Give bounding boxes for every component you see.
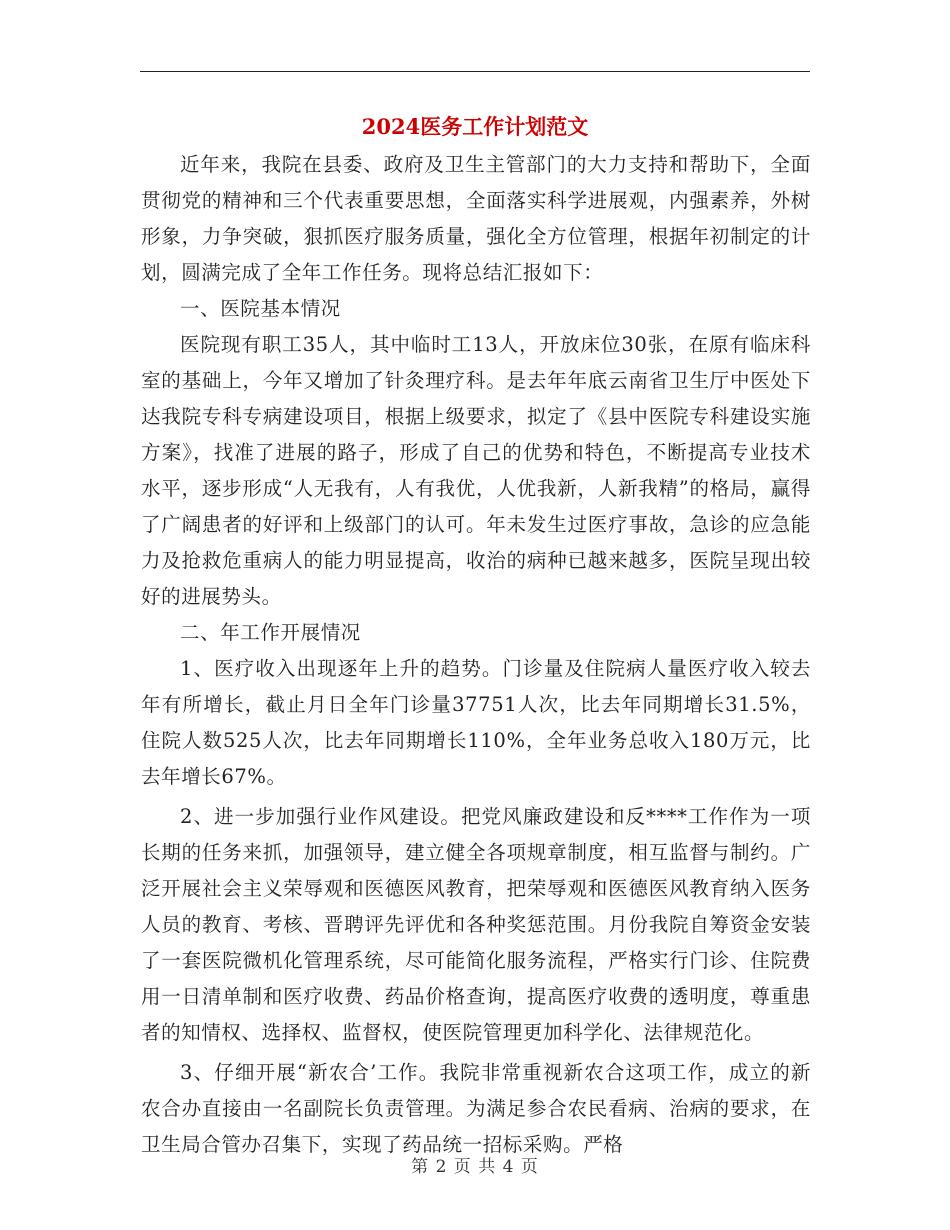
item-3-paragraph: 3、仔细开展“新农合’工作。我院非常重视新农合这项工作，成立的新农合办直接由一名副院长负责管理。为满足参合农民看病、治病的要求，在卫生局合管办召集下，实现了药品统一招标采购。严格 bbox=[141, 1061, 811, 1156]
item-1-paragraph: 1、医疗收入出现逐年上升的趋势。门诊量及住院病人量医疗收入较去年有所增长，截止月日全年门诊量37751人次，比去年同期增长31.5%，住院人数525人次，比去年同期增长110%，全年业务总收入180万元，比去年增长67%。 bbox=[141, 657, 811, 788]
item-2-paragraph: 2、进一步加强行业作风建设。把党风廉政建设和反****工作作为一项长期的任务来抓，加强领导，建立健全各项规章制度，相互监督与制约。广泛开展社会主义荣辱观和医德医风教育，把荣辱观和医德医风教育纳入医务人员的教育、考核、晋聘评先评优和各种奖惩范围。月份我院自筹资金安装了一套医院微机化管理系统，尽可能简化服务流程，严格实行门诊、住院费用一日清单制和医疗收费、药品价格查询，提高医疗收费的透明度，尊重患者的知情权、选择权、监督权，使医院管理更加科学化、法律规范化。 bbox=[141, 805, 811, 1044]
intro-paragraph: 近年来，我院在县委、政府及卫生主管部门的大力支持和帮助下，全面贯彻党的精神和三个代表重要思想，全面落实科学进展观，内强素养，外树形象，力争突破，狠抓医疗服务质量，强化全方位管理，根据年初制定的计划，圆满完成了全年工作任务。现将总结汇报如下： bbox=[141, 153, 811, 284]
document-body bbox=[141, 147, 811, 1163]
basic-info-paragraph: 医院现有职工35人，其中临时工13人，开放床位30张，在原有临床科室的基础上，今年又增加了针灸理疗科。是去年年底云南省卫生厅中医处下达我院专科专病建设项目，根据上级要求，拟定了《县中医院专科建设实施方案》，找准了进展的路子，形成了自己的优势和特色，不断提高专业技术水平，逐步形成“人无我有，人有我优，人优我新，人新我精”的格局，赢得了广阔患者的好评和上级部门的认可。年未发生过医疗事故，急诊的应急能力及抢救危重病人的能力明显提高，收治的病种已越来越多，医院呈现出较好的进展势头。 bbox=[141, 333, 811, 608]
section-heading-basic-info: 一、医院基本情况 bbox=[180, 297, 341, 320]
document-title: 2024医务工作计划范文 bbox=[361, 114, 589, 139]
header-rule bbox=[140, 71, 810, 72]
page-number-footer: 第 2 页 共 4 页 bbox=[411, 1157, 539, 1177]
section-heading-work-progress: 二、年工作开展情况 bbox=[180, 621, 361, 644]
